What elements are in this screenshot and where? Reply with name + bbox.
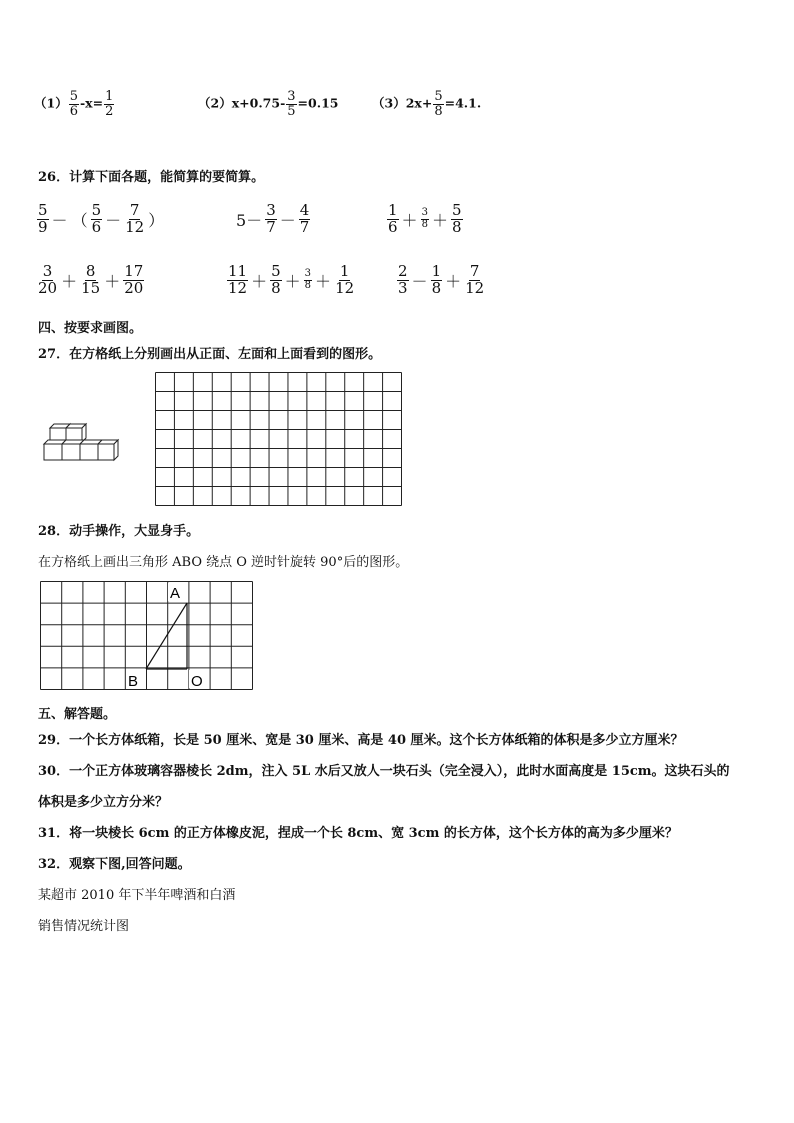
question-27: 27．在方格纸上分别画出从正面、左面和上面看到的图形。 <box>38 347 382 362</box>
section-4-heading: 四、按要求画图。 <box>38 321 143 336</box>
grid-paper-27 <box>155 372 403 507</box>
question-30-line-1: 30．一个正方体玻璃容器棱长 2dm，注入 5L 水后又放人一块石头（完全浸入），此时水面高度是 15cm。这块石头的 <box>38 764 730 779</box>
vertex-label-o: O <box>191 673 203 690</box>
chart-title-line-2: 销售情况统计图 <box>38 919 130 934</box>
grid-paper-28 <box>40 581 254 691</box>
fraction: $\frac{1}{2}$ <box>105 89 114 119</box>
q26-expr-3: $\frac{1}{6}$ ＋ $\frac{3}{8}$ ＋ $\frac{5}{8}$ <box>388 201 462 236</box>
fraction: $\frac{5}{6}$ <box>91 201 102 236</box>
question-31: 31．将一块棱长 6cm 的正方体橡皮泥，捏成一个长 8cm、宽 3cm 的长方体，这个长方体的高为多少厘米？ <box>38 826 678 841</box>
section-5-heading: 五、解答题。 <box>38 707 117 722</box>
fraction: $\frac{5}{9}$ <box>38 201 48 236</box>
q26-expr-6: $\frac{2}{3}$ － $\frac{1}{8}$ ＋ $\frac{7}{12}$ <box>398 262 485 297</box>
vertex-label-a: A <box>170 585 181 602</box>
fraction: $\frac{5}{8}$ <box>434 89 443 119</box>
cube-stack-figure <box>40 424 120 474</box>
equation-2-mid: =0.15 <box>297 95 339 111</box>
question-28: 28．动手操作，大显身手。 <box>38 524 200 539</box>
fraction: $\frac{3}{20}$ <box>38 262 58 297</box>
equation-3 <box>372 90 481 118</box>
fraction: $\frac{1}{8}$ <box>431 262 442 297</box>
fraction: $\frac{3}{5}$ <box>287 89 296 119</box>
fraction: $\frac{17}{20}$ <box>124 262 144 297</box>
fraction: $\frac{5}{8}$ <box>451 201 462 236</box>
equation-2 <box>198 90 338 118</box>
question-30-line-2: 体积是多少立方分米？ <box>38 795 169 810</box>
fraction: $\frac{1}{12}$ <box>335 262 355 297</box>
fraction: $\frac{2}{3}$ <box>398 262 408 297</box>
q26-expr-5: $\frac{11}{12}$ ＋ $\frac{5}{8}$ ＋ $\frac{3}{8}$ ＋ $\frac{1}{12}$ <box>228 262 355 297</box>
q26-expr-1: $\frac{5}{9}$ － （ $\frac{5}{6}$ － $\frac{7}{12}$ ） <box>38 201 165 236</box>
question-32: 32．观察下图,回答问题。 <box>38 857 191 872</box>
equation-1 <box>34 90 115 118</box>
q26-expr-4: $\frac{3}{20}$ ＋ $\frac{8}{15}$ ＋ $\frac{17}{20}$ <box>38 262 144 297</box>
fraction: $\frac{3}{8}$ <box>304 268 312 291</box>
equation-1-label: （1） <box>34 95 68 111</box>
fraction: $\frac{3}{7}$ <box>266 201 276 236</box>
equation-1-mid: -x= <box>79 95 104 111</box>
question-28-instruction: 在方格纸上画出三角形 ABO 绕点 O 逆时针旋转 90°后的图形。 <box>38 555 409 570</box>
chart-title-line-1: 某超市 2010 年下半年啤酒和白酒 <box>38 888 236 903</box>
question-26-title: 26．计算下面各题，能简算的要简算。 <box>38 170 265 185</box>
fraction: $\frac{5}{8}$ <box>271 262 281 297</box>
fraction: $\frac{3}{8}$ <box>421 207 428 230</box>
fraction: $\frac{11}{12}$ <box>228 262 248 297</box>
equation-3-label: （3）2x+ <box>372 95 433 111</box>
fraction: $\frac{4}{7}$ <box>299 201 310 236</box>
fraction: $\frac{7}{12}$ <box>465 262 485 297</box>
fraction: $\frac{8}{15}$ <box>81 262 101 297</box>
triangle-side-ab <box>146 603 187 669</box>
fraction: $\frac{7}{12}$ <box>125 201 145 236</box>
fraction: $\frac{1}{6}$ <box>388 201 398 236</box>
equation-2-label: （2）x+0.75- <box>198 95 286 111</box>
question-29: 29．一个长方体纸箱，长是 50 厘米、宽是 30 厘米、高是 40 厘米。这个长方体纸箱的体积是多少立方厘米？ <box>38 733 684 748</box>
equation-3-mid: =4.1. <box>444 95 482 111</box>
q26-expr-2: 5－ $\frac{3}{7}$ － $\frac{4}{7}$ <box>236 201 310 236</box>
vertex-label-b: B <box>128 673 139 690</box>
fraction: $\frac{5}{6}$ <box>69 89 78 119</box>
